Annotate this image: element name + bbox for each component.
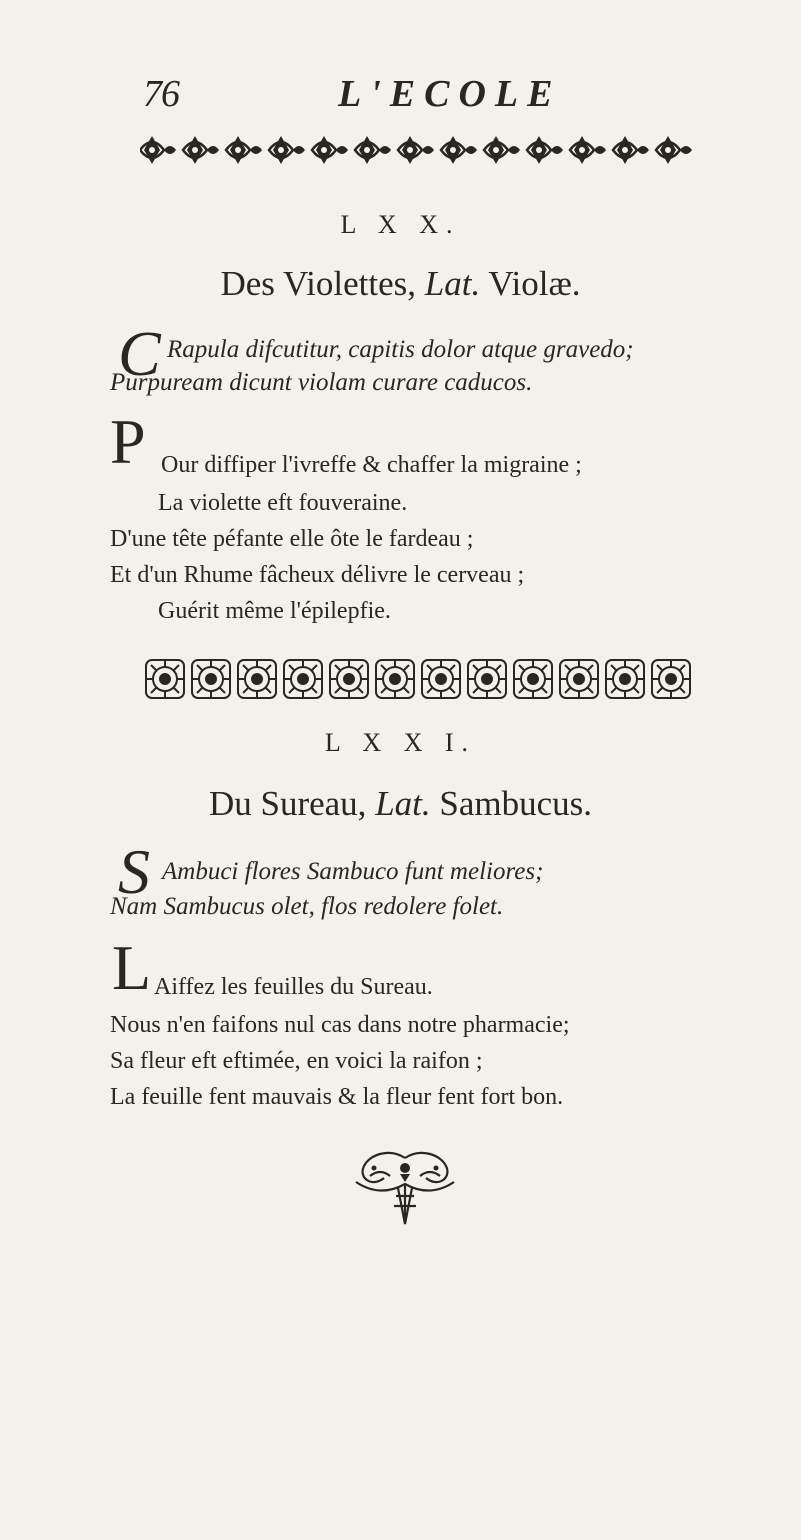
- tailpiece-ornament: [350, 1148, 460, 1226]
- french-verse-line: D'une tête péfante elle ôte le fardeau ;: [110, 526, 474, 552]
- french-verse-line: Sa fleur eft eftimée, en voici la raifon ;: [110, 1048, 483, 1074]
- rosette-row-icon: [143, 654, 698, 704]
- french-initial: L: [112, 932, 152, 1003]
- page-number: 76: [143, 73, 179, 115]
- tailpiece-icon: [350, 1148, 460, 1226]
- french-verse-line: La violette eft fouveraine.: [158, 490, 408, 516]
- latin-initial: S: [118, 836, 150, 907]
- title-latin-word: Sambucus.: [439, 784, 593, 823]
- latin-verse-line: Purpuream dicunt violam curare caducos.: [110, 369, 533, 396]
- ornament-band-top: [140, 128, 705, 172]
- french-verse-line: Et d'un Rhume fâcheux délivre le cerveau ;: [110, 562, 525, 588]
- french-verse-line: Our diffiper l'ivreffe & chaffer la migraine ;: [161, 452, 582, 478]
- french-verse-line: La feuille fent mauvais & la fleur fent fort bon.: [110, 1084, 564, 1110]
- french-initial: P: [110, 406, 146, 477]
- book-title: L'ECOLE: [338, 73, 562, 115]
- fleuron-row-icon: [140, 128, 705, 172]
- latin-verse-line: Rapula difcutitur, capitis dolor atque gravedo;: [167, 336, 634, 363]
- running-head: [143, 72, 573, 116]
- latin-verse-line: Nam Sambucus olet, flos redolere folet.: [110, 893, 504, 920]
- title-latin-word: Violæ.: [488, 264, 581, 303]
- section-title: [0, 784, 801, 824]
- title-latin-label: Lat.: [424, 264, 481, 303]
- french-verse-line: Nous n'en faifons nul cas dans notre pharmacie;: [110, 1012, 570, 1038]
- french-verse-line: Guérit même l'épilepfie.: [158, 598, 391, 624]
- latin-verse-line: Ambuci flores Sambuco funt meliores;: [162, 858, 544, 885]
- latin-initial: C: [118, 318, 161, 389]
- section-title: [0, 264, 801, 304]
- section-numeral: L X X I.: [324, 728, 477, 757]
- section-numeral: L X X.: [340, 210, 461, 239]
- ornament-band-middle: [143, 654, 698, 704]
- title-latin-label: Lat.: [375, 784, 431, 823]
- title-french: Du Sureau,: [208, 784, 367, 823]
- french-verse-line: Aiffez les feuilles du Sureau.: [154, 974, 433, 1000]
- title-french: Des Violettes,: [220, 264, 416, 303]
